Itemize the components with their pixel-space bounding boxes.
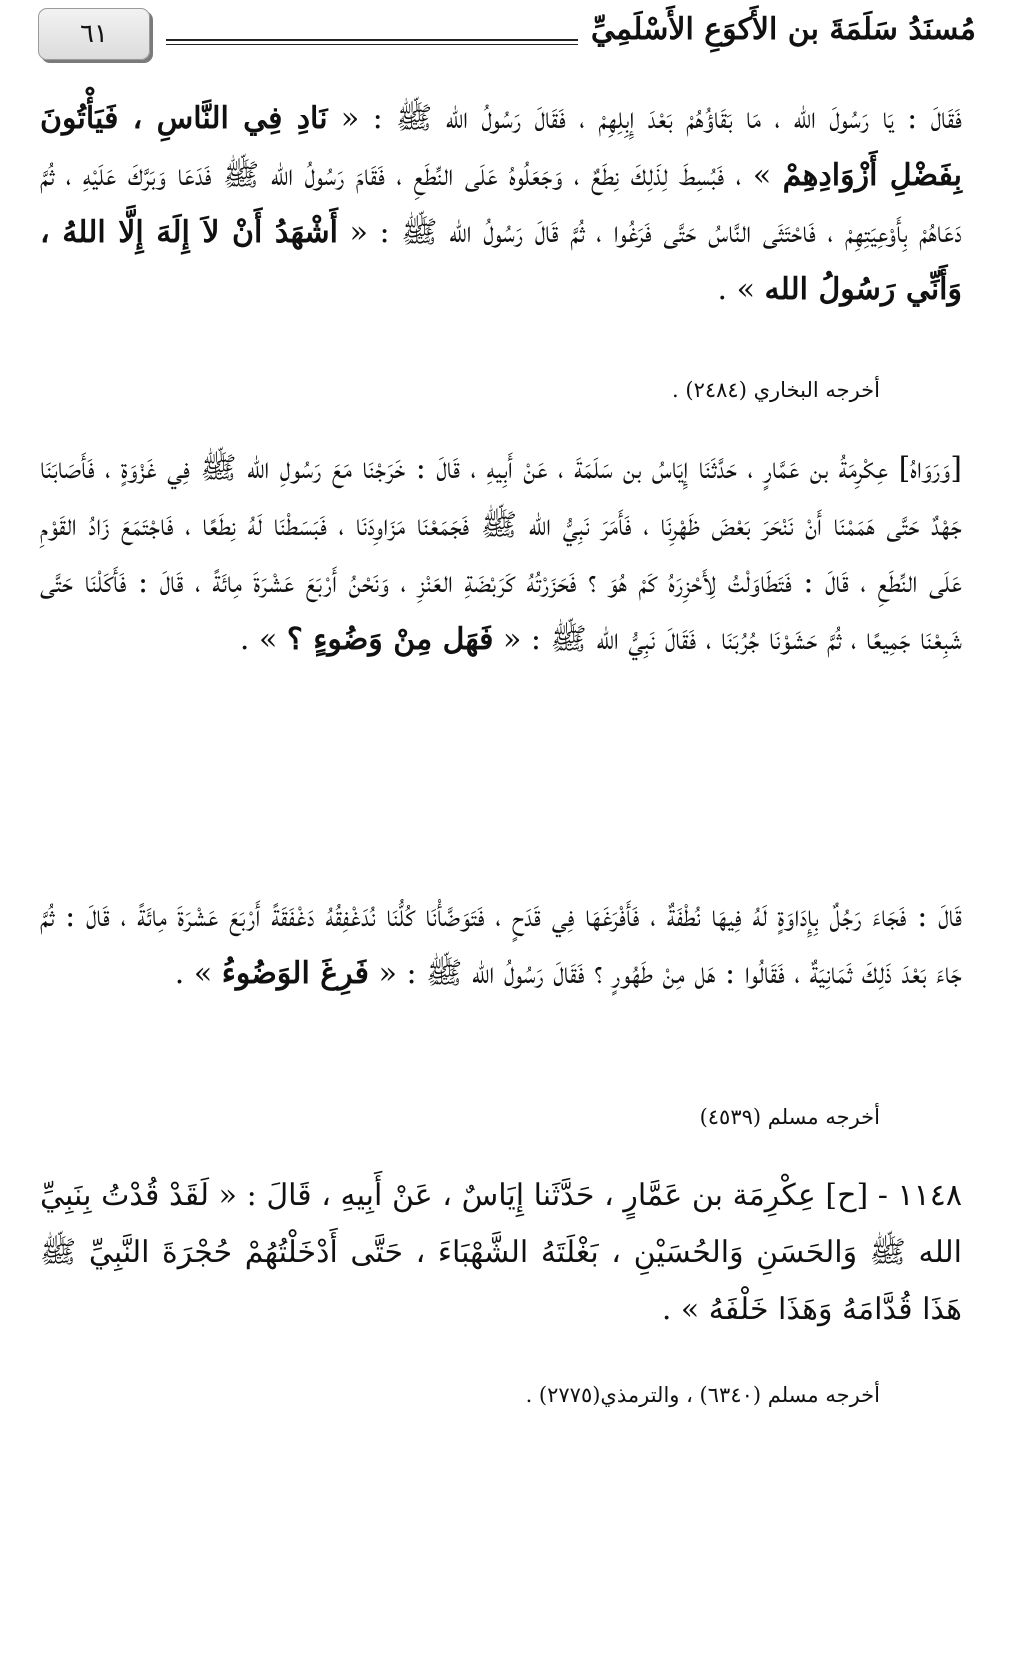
- hadith-1148-text: ١١٤٨ - [ح] عِكْرِمَة بن عَمَّارٍ ، حَدَّثَنا إِيَاسٌ ، عَنْ أَبِيهِ ، قَالَ : « لَقَدْ قُدْتُ بِنَبِيِّ الله ﷺ وَالحَسَنِ وَالحُسَيْنِ ، بَغْلَتَهُ الشَّهْبَاءَ ، حَتَّى أَدْخَلْتُهُمْ حُجْرَةَ النَّبِيِّ ﷺ هَذَا قُدَّامَهُ وَهَذَا خَلْفَهُ » .: [40, 1178, 962, 1327]
- paragraph-2-text-1: [وَرَوَاهُ] عِكْرِمَةُ بن عَمَّارٍ ، حَدَّثَنَا إِيَاسُ بن سَلَمَةَ ، عَنْ أَبِيهِ ، قَالَ : خَرَجْنَا مَعَ رَسُولِ الله ﷺ فِي غَزْوَةٍ ، فَأَصَابَنَا جَهْدٌ حَتَّى هَمَمْنَا أَنْ نَنْحَرَ بَعْضَ ظَهْرِنَا ، فَأَمَرَ نَبِيُّ الله ﷺ فَجَمَعْنَا مَزَاوِدَنَا ، فَبَسَطْنَا لَهُ نِطَعًا ، فَاجْتَمَعَ زَادُ القَوْمِ عَلَى النِّطَعِ ، قَالَ : فَتَطَاوَلْتُ لِأَحْزِرَهُ كَمْ هُوَ ؟ فَحَزَرْتُهُ كَرَبْضَةِ العَنْزِ ، وَنَحْنُ أَرْبَعَ عَشْرَةَ مِائَةً ، قَالَ : فَأَكَلْنَا حَتَّى شَبِعْنَا جَمِيعًا ، ثُمَّ حَشَوْنَا جُرُبَنَا ، فَقَالَ نَبِيُّ الله ﷺ : «: [40, 451, 962, 657]
- running-title: مُسنَدُ سَلَمَةَ بن الأَكوَعِ الأَسْلَمِيِّ: [590, 12, 976, 47]
- paragraph-3: [40, 888, 962, 1002]
- paragraph-1-quote-2: أَشْهَدُ أَنْ لاَ إِلَهَ إِلَّا اللهُ ، وَأَنِّي رَسُولُ الله: [40, 215, 962, 307]
- paragraph-1-text-3: » .: [717, 272, 765, 307]
- header-rule: [166, 39, 578, 45]
- paragraph-2-text-2: » .: [239, 622, 287, 657]
- source-citation-2: أخرجه مسلم (٤٥٣٩): [699, 1105, 880, 1129]
- paragraph-1-text-2: » ، فَبُسِطَ لِذَلِكَ نِطَعٌ ، وَجَعَلُوهُ عَلَى النِّطَعِ ، فَقَامَ رَسُولُ الله ﷺ فَدَعَا وَبَرَّكَ عَلَيْهِ ، ثُمَّ دَعَاهُمْ بِأَوْعِيَتِهِمْ ، فَاحْتَثَى النَّاسُ حَتَّى فَرَغُوا ، ثُمَّ قَالَ رَسُولُ الله ﷺ : «: [40, 158, 962, 250]
- page-header: [36, 8, 976, 62]
- paragraph-1: [40, 90, 962, 318]
- paragraph-3-text-1: قَالَ : فَجَاءَ رَجُلٌ بِإِدَاوَةٍ لَهُ فِيهَا نُطْفَةٌ ، فَأَفْرَغَهَا فِي قَدَحٍ ، فَتَوَضَّأْنَا كُلُّنَا نُدَغْفِقُهُ دَغْفَقَةً أَرْبَعَ عَشْرَةَ مِائَةً ، قَالَ : ثُمَّ جَاءَ بَعْدَ ذَلِكَ ثَمَانِيَةٌ ، فَقَالُوا : هَل مِنْ طَهُورٍ ؟ فَقَالَ رَسُولُ الله ﷺ : «: [40, 899, 962, 991]
- paragraph-3-quote-1: فَرِغَ الوَضُوءُ: [221, 956, 370, 991]
- hadith-1148: [40, 1167, 962, 1338]
- paragraph-2-quote-1: فَهَل مِنْ وَضُوءٍ ؟: [286, 622, 494, 657]
- page-number: ٦١: [80, 19, 108, 49]
- page-number-badge: [38, 8, 150, 60]
- paragraph-3-text-2: » .: [174, 956, 222, 991]
- paragraph-2: [40, 440, 962, 668]
- paragraph-1-text-1: فَقَالَ : يَا رَسُولَ الله ، مَا بَقَاؤُهُمْ بَعْدَ إِبِلِهِمْ ، فَقَالَ رَسُولُ الله ﷺ : «: [327, 101, 962, 136]
- paragraph-1-quote-1: نَادِ فِي النَّاسِ ، فَيَأْتُونَ بِفَضْلِ أَزْوَادِهِمْ: [40, 101, 962, 193]
- source-citation-1: أخرجه البخاري (٢٤٨٤) .: [672, 378, 880, 402]
- source-citation-3: أخرجه مسلم (٦٣٤٠) ، والترمذي(٢٧٧٥) .: [525, 1383, 880, 1407]
